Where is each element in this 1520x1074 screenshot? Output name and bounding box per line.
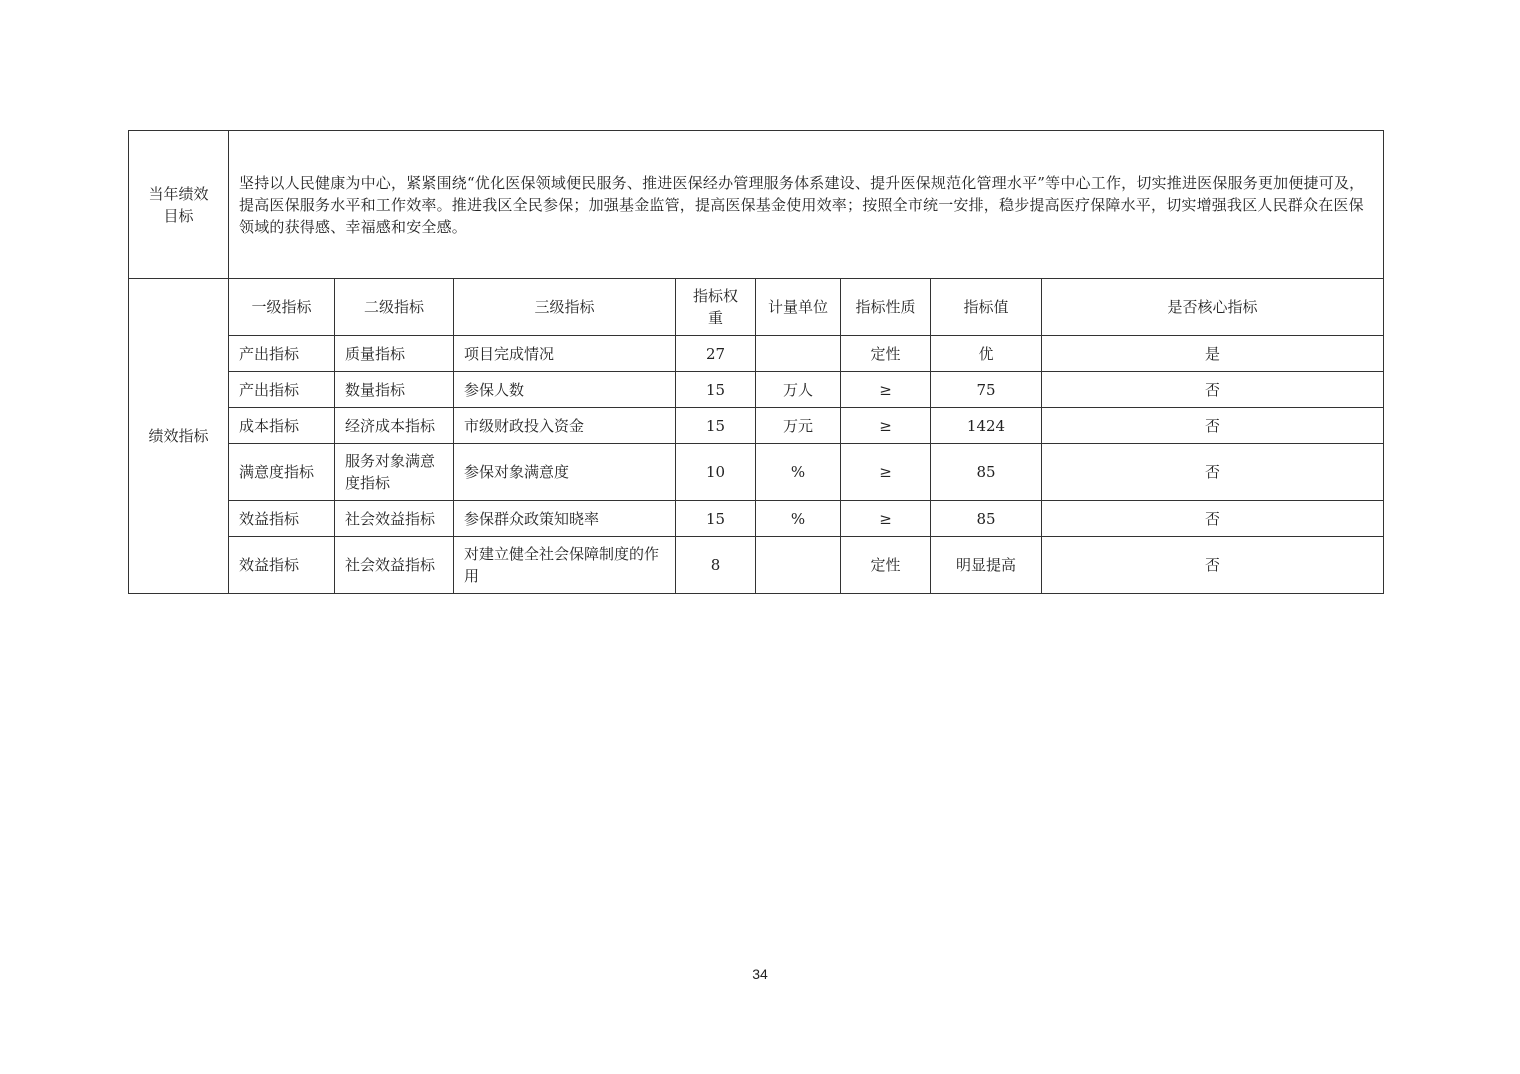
- cell-weight: 10: [676, 444, 756, 501]
- table-row: [129, 372, 1384, 408]
- performance-table: [128, 130, 1384, 594]
- cell-core: 是: [1042, 336, 1384, 372]
- cell-weight: 15: [676, 408, 756, 444]
- cell-level3: 参保对象满意度: [454, 444, 676, 501]
- cell-unit: %: [756, 501, 841, 537]
- table-row: [129, 444, 1384, 501]
- cell-value: 85: [931, 444, 1042, 501]
- header-value: 指标值: [931, 279, 1042, 336]
- cell-level3: 参保人数: [454, 372, 676, 408]
- goal-text: 坚持以人民健康为中心，紧紧围绕“优化医保领域便民服务、推进医保经办管理服务体系建设、提升医保规范化管理水平”等中心工作，切实推进医保服务更加便捷可及，提高医保服务水平和工作效率。推进我区全民参保；加强基金监管，提高医保基金使用效率；按照全市统一安排，稳步提高医疗保障水平，切实增强我区人民群众在医保领域的获得感、幸福感和安全感。: [229, 131, 1384, 279]
- cell-level2: 质量指标: [335, 336, 454, 372]
- table-row: [129, 537, 1384, 594]
- cell-core: 否: [1042, 444, 1384, 501]
- cell-weight: 8: [676, 537, 756, 594]
- cell-value: 优: [931, 336, 1042, 372]
- page-number: 34: [752, 966, 768, 982]
- goal-row: [129, 131, 1384, 279]
- cell-level2: 社会效益指标: [335, 501, 454, 537]
- cell-nature: ≥: [841, 444, 931, 501]
- cell-core: 否: [1042, 537, 1384, 594]
- cell-level1: 产出指标: [229, 336, 335, 372]
- cell-unit: %: [756, 444, 841, 501]
- cell-core: 否: [1042, 501, 1384, 537]
- goal-label: [129, 131, 229, 279]
- cell-level2: 服务对象满意度指标: [335, 444, 454, 501]
- table-row: [129, 501, 1384, 537]
- cell-nature: 定性: [841, 537, 931, 594]
- cell-nature: 定性: [841, 336, 931, 372]
- goal-label-line2: 目标: [163, 206, 194, 225]
- cell-nature: ≥: [841, 408, 931, 444]
- goal-label-line1: 当年绩效: [148, 184, 209, 203]
- header-core: 是否核心指标: [1042, 279, 1384, 336]
- cell-value: 75: [931, 372, 1042, 408]
- header-unit: 计量单位: [756, 279, 841, 336]
- header-level1: 一级指标: [229, 279, 335, 336]
- cell-unit: 万元: [756, 408, 841, 444]
- cell-level2: 经济成本指标: [335, 408, 454, 444]
- header-weight: 指标权重: [676, 279, 756, 336]
- cell-level3: 项目完成情况: [454, 336, 676, 372]
- cell-weight: 15: [676, 501, 756, 537]
- cell-level1: 效益指标: [229, 537, 335, 594]
- cell-nature: ≥: [841, 501, 931, 537]
- table-row: [129, 408, 1384, 444]
- header-level3: 三级指标: [454, 279, 676, 336]
- cell-core: 否: [1042, 372, 1384, 408]
- cell-nature: ≥: [841, 372, 931, 408]
- cell-value: 明显提高: [931, 537, 1042, 594]
- header-level2: 二级指标: [335, 279, 454, 336]
- cell-level1: 成本指标: [229, 408, 335, 444]
- cell-core: 否: [1042, 408, 1384, 444]
- header-nature: 指标性质: [841, 279, 931, 336]
- cell-level3: 参保群众政策知晓率: [454, 501, 676, 537]
- cell-weight: 27: [676, 336, 756, 372]
- cell-level3: 对建立健全社会保障制度的作用: [454, 537, 676, 594]
- cell-value: 85: [931, 501, 1042, 537]
- table-row: [129, 336, 1384, 372]
- cell-unit: 万人: [756, 372, 841, 408]
- cell-unit: [756, 537, 841, 594]
- header-row: [129, 279, 1384, 336]
- indicators-label: 绩效指标: [129, 279, 229, 594]
- cell-level1: 满意度指标: [229, 444, 335, 501]
- cell-value: 1424: [931, 408, 1042, 444]
- cell-level2: 社会效益指标: [335, 537, 454, 594]
- cell-level1: 效益指标: [229, 501, 335, 537]
- cell-level1: 产出指标: [229, 372, 335, 408]
- cell-level3: 市级财政投入资金: [454, 408, 676, 444]
- cell-weight: 15: [676, 372, 756, 408]
- cell-unit: [756, 336, 841, 372]
- cell-level2: 数量指标: [335, 372, 454, 408]
